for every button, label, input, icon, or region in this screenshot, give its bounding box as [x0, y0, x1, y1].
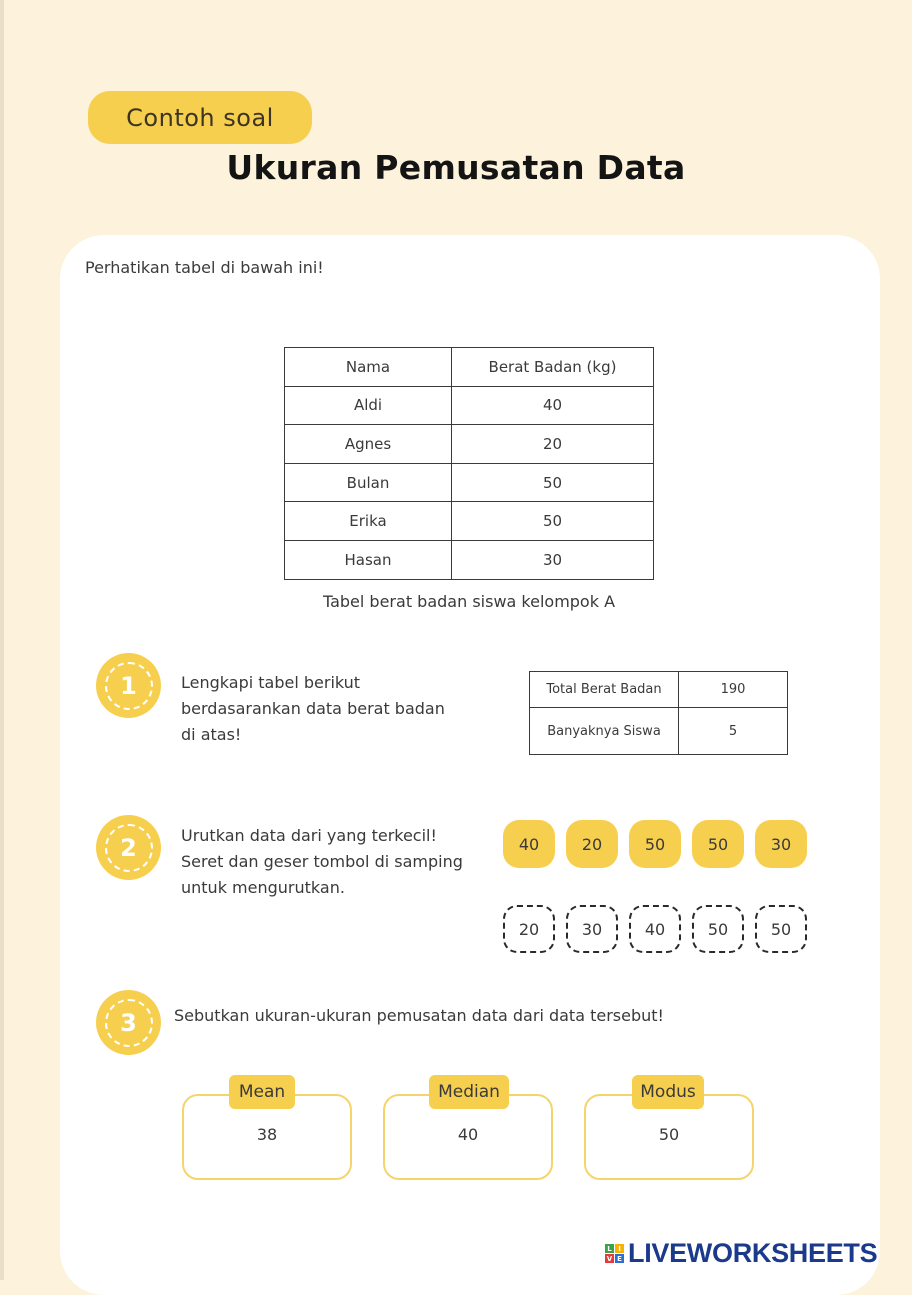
intro-text: Perhatikan tabel di bawah ini!	[85, 258, 324, 277]
question-number: 3	[105, 999, 153, 1047]
logo-letter: L	[605, 1244, 614, 1253]
table-row	[285, 463, 654, 502]
question-line: Urutkan data dari yang terkecil!	[181, 826, 437, 845]
question-line: Seret dan geser tombol di samping	[181, 852, 463, 871]
header-weight: Berat Badan (kg)	[452, 348, 654, 387]
modus-value-input[interactable]: 50	[658, 1125, 680, 1144]
liveworksheets-logo-icon	[605, 1244, 624, 1263]
question-2-badge	[96, 815, 161, 880]
drag-tile[interactable]: 40	[503, 820, 555, 868]
cell-name: Bulan	[285, 463, 452, 502]
summary-row-count	[530, 708, 788, 755]
question-2-text	[181, 823, 463, 901]
median-label: Median	[429, 1075, 509, 1109]
cell-weight: 20	[452, 425, 654, 464]
drag-tile[interactable]: 50	[692, 820, 744, 868]
logo-letter: I	[615, 1244, 624, 1253]
question-number: 2	[105, 824, 153, 872]
drag-tile[interactable]: 50	[629, 820, 681, 868]
question-line: di atas!	[181, 725, 242, 744]
table-header-row	[285, 348, 654, 387]
question-line: berdasarankan data berat badan	[181, 699, 445, 718]
drag-tile[interactable]: 30	[755, 820, 807, 868]
cell-weight: 40	[452, 386, 654, 425]
drop-slots	[503, 905, 807, 953]
drop-slot[interactable]: 50	[692, 905, 744, 953]
cell-weight: 50	[452, 502, 654, 541]
question-3-badge	[96, 990, 161, 1055]
drag-tiles	[503, 820, 807, 868]
page-title: Ukuran Pemusatan Data	[226, 148, 686, 187]
drop-slot[interactable]: 20	[503, 905, 555, 953]
question-number: 1	[105, 662, 153, 710]
logo-letter: E	[615, 1254, 624, 1263]
cell-weight: 50	[452, 463, 654, 502]
weight-table	[284, 347, 654, 580]
modus-label: Modus	[632, 1075, 704, 1109]
summary-value-input[interactable]: 190	[679, 672, 788, 708]
summary-label: Banyaknya Siswa	[530, 708, 679, 755]
drop-slot[interactable]: 40	[629, 905, 681, 953]
summary-row-total	[530, 672, 788, 708]
example-tag: Contoh soal	[88, 91, 312, 144]
summary-label: Total Berat Badan	[530, 672, 679, 708]
summary-value-input[interactable]: 5	[679, 708, 788, 755]
cell-name: Agnes	[285, 425, 452, 464]
table-row	[285, 386, 654, 425]
question-1-badge	[96, 653, 161, 718]
liveworksheets-brand[interactable]	[605, 1238, 877, 1269]
median-value-input[interactable]: 40	[457, 1125, 479, 1144]
logo-letter: V	[606, 1254, 613, 1263]
cell-weight: 30	[452, 540, 654, 579]
cell-name: Erika	[285, 502, 452, 541]
header-name: Nama	[285, 348, 452, 387]
table-row	[285, 540, 654, 579]
cell-name: Aldi	[285, 386, 452, 425]
table-row	[285, 425, 654, 464]
question-3-text: Sebutkan ukuran-ukuran pemusatan data dari data tersebut!	[174, 1006, 664, 1025]
mean-label: Mean	[229, 1075, 295, 1109]
question-line: Lengkapi tabel berikut	[181, 673, 361, 692]
cell-name: Hasan	[285, 540, 452, 579]
question-line: untuk mengurutkan.	[181, 878, 345, 897]
mean-value-input[interactable]: 38	[256, 1125, 278, 1144]
table-caption: Tabel berat badan siswa kelompok A	[322, 592, 616, 611]
drag-tile[interactable]: 20	[566, 820, 618, 868]
question-1-text	[181, 670, 445, 748]
summary-table	[529, 671, 788, 755]
table-row	[285, 502, 654, 541]
page-edge	[0, 0, 4, 1280]
brand-text: LIVEWORKSHEETS	[628, 1238, 878, 1268]
drop-slot[interactable]: 30	[566, 905, 618, 953]
drop-slot[interactable]: 50	[755, 905, 807, 953]
